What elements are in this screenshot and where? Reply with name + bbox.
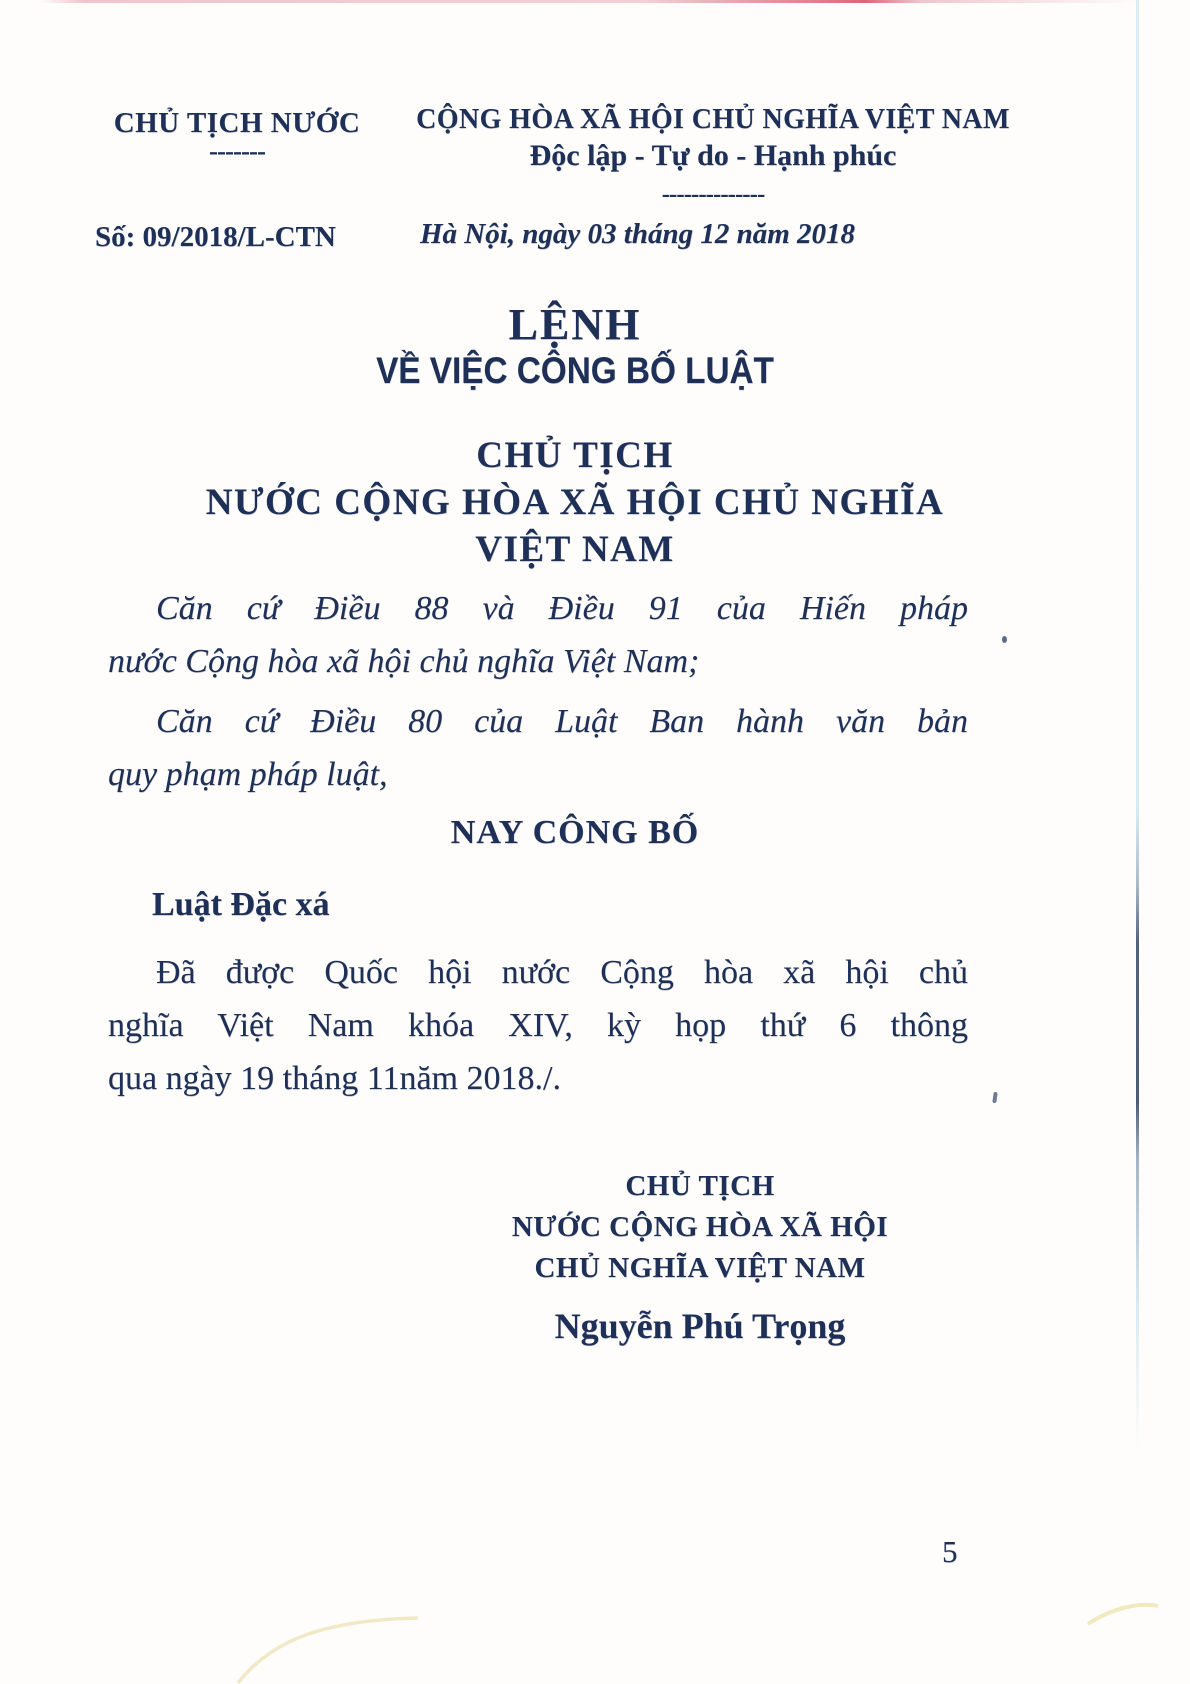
page-number: 5 <box>942 1534 958 1569</box>
issuer-line-3: VIỆT NAM <box>475 529 675 570</box>
legal-basis-2-line-2: quy phạm pháp luật, <box>108 756 388 793</box>
signature-block <box>455 1166 945 1348</box>
promulgation-line-3: qua ngày 19 tháng 11năm 2018./. <box>108 1060 561 1097</box>
signatory-name: Nguyễn Phú Trọng <box>554 1306 846 1346</box>
issuer-line-2: NƯỚC CỘNG HÒA XÃ HỘI CHỦ NGHĨA <box>205 482 945 523</box>
signature-title-line-1: CHỦ TỊCH <box>625 1170 775 1202</box>
title-order: LỆNH <box>508 300 642 349</box>
ink-speck-period <box>1002 636 1007 643</box>
issuing-authority-name: CHỦ TỊCH NƯỚC <box>113 107 361 139</box>
divider-dashes: ------- <box>209 136 265 166</box>
scan-artifact-right-line <box>1136 0 1139 1450</box>
header-issuing-authority <box>92 106 382 166</box>
issuer-block <box>70 432 1080 573</box>
promulgation-heading: NAY CÔNG BỐ <box>450 814 700 851</box>
scan-artifact-top-line <box>40 0 1140 3</box>
promulgation-line-1: Đã được Quốc hội nước Cộng hòa xã hội chủ <box>156 954 968 991</box>
title-subject: VỀ VIỆC CÔNG BỐ LUẬT <box>376 350 774 391</box>
document-title <box>70 300 1080 392</box>
promulgation-body <box>108 946 968 1105</box>
legal-basis-2-line-1: Căn cứ Điều 80 của Luật Ban hành văn bản <box>156 703 968 740</box>
signature-title-line-3: CHỦ NGHĨA VIỆT NAM <box>534 1252 866 1284</box>
ink-speck-apostrophe <box>992 1092 997 1103</box>
header-national-heading <box>378 103 1048 210</box>
national-motto: Độc lập - Tự do - Hạnh phúc <box>529 139 897 172</box>
document-number: Số: 09/2018/L-CTN <box>95 221 336 253</box>
country-name: CỘNG HÒA XÃ HỘI CHỦ NGHĨA VIỆT NAM <box>416 104 1010 135</box>
promulgated-law-name: Luật Đặc xá <box>152 886 330 923</box>
place-and-date: Hà Nội, ngày 03 tháng 12 năm 2018 <box>419 218 856 250</box>
legal-basis-1-line-1: Căn cứ Điều 88 và Điều 91 của Hiến pháp <box>156 590 968 627</box>
preamble <box>108 582 968 801</box>
motto-divider-dashes: -------------- <box>661 181 765 208</box>
signature-title-line-2: NƯỚC CỘNG HÒA XÃ HỘI <box>511 1211 889 1243</box>
scan-mark-bottom-right <box>1082 1596 1162 1632</box>
legal-basis-1-line-2: nước Cộng hòa xã hội chủ nghĩa Việt Nam; <box>108 643 700 680</box>
promulgation-line-2: nghĩa Việt Nam khóa XIV, kỳ họp thứ 6 thông <box>108 1007 968 1044</box>
scan-crease-bottom-left <box>218 1604 428 1684</box>
issuer-line-1: CHỦ TỊCH <box>476 435 674 476</box>
